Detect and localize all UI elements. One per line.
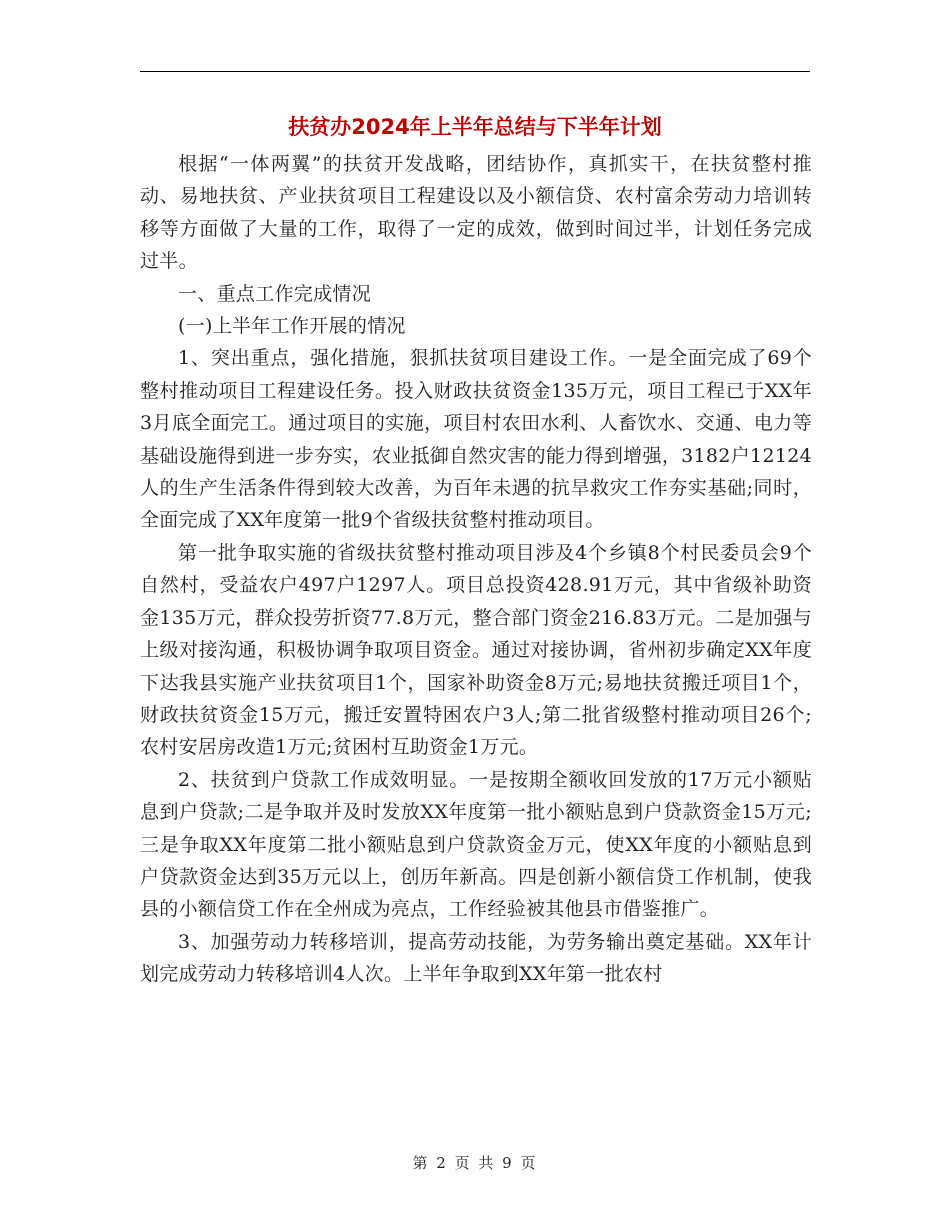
paragraph-item-1: 1、突出重点，强化措施，狠抓扶贫项目建设工作。一是全面完成了69个整村推动项目工程建设任务。投入财政扶贫资金135万元，项目工程已于XX年3月底全面完工。通过项目的实施，项目村农田水利、人畜饮水、交通、电力等基础设施得到进一步夯实，农业抵御自然灾害的能力得到增强，3182户12124人的生产生活条件得到较大改善，为百年未遇的抗旱救灾工作夯实基础;同时，全面完成了XX年度第一批9个省级扶贫整村推动项目。	[140, 347, 812, 532]
paragraph-intro: 根据“一体两翼”的扶贫开发战略，团结协作，真抓实干，在扶贫整村推动、易地扶贫、产业扶贫项目工程建设以及小额信贷、农村富余劳动力培训转移等方面做了大量的工作，取得了一定的成效，做到时间过半，计划任务完成过半。	[140, 153, 812, 273]
header-rule	[140, 71, 810, 72]
paragraph-item-3: 3、加强劳动力转移培训，提高劳动技能，为劳务输出奠定基础。XX年计划完成劳动力转移培训4人次。上半年争取到XX年第一批农村	[140, 930, 812, 986]
document-title: 扶贫办2024年上半年总结与下半年计划	[288, 115, 662, 139]
paragraph-item-2: 2、扶贫到户贷款工作成效明显。一是按期全额收回发放的17万元小额贴息到户贷款;二是争取并及时发放XX年度第一批小额贴息到户贷款资金15万元;三是争取XX年度第二批小额贴息到户贷款资金万元，使XX年度的小额贴息到户贷款资金达到35万元以上，创历年新高。四是创新小额信贷工作机制，使我县的小额信贷工作在全州成为亮点，工作经验被其他县市借鉴推广。	[140, 768, 812, 921]
section-heading: 一、重点工作完成情况	[178, 282, 372, 305]
page-number: 第 2 页 共 9 页	[412, 1154, 538, 1172]
subsection-heading: (一)上半年工作开展的情况	[178, 315, 406, 338]
document-body	[140, 148, 812, 991]
paragraph-first-batch: 第一批争取实施的省级扶贫整村推动项目涉及4个乡镇8个村民委员会9个自然村，受益农户497户1297人。项目总投资428.91万元，其中省级补助资金135万元，群众投劳折资77.8万元，整合部门资金216.83万元。二是加强与上级对接沟通，积极协调争取项目资金。通过对接协调，省州初步确定XX年度下达我县实施产业扶贫项目1个，国家补助资金8万元;易地扶贫搬迁项目1个，财政扶贫资金15万元，搬迁安置特困农户3人;第二批省级整村推动项目26个;农村安居房改造1万元;贫困村互助资金1万元。	[140, 541, 812, 759]
